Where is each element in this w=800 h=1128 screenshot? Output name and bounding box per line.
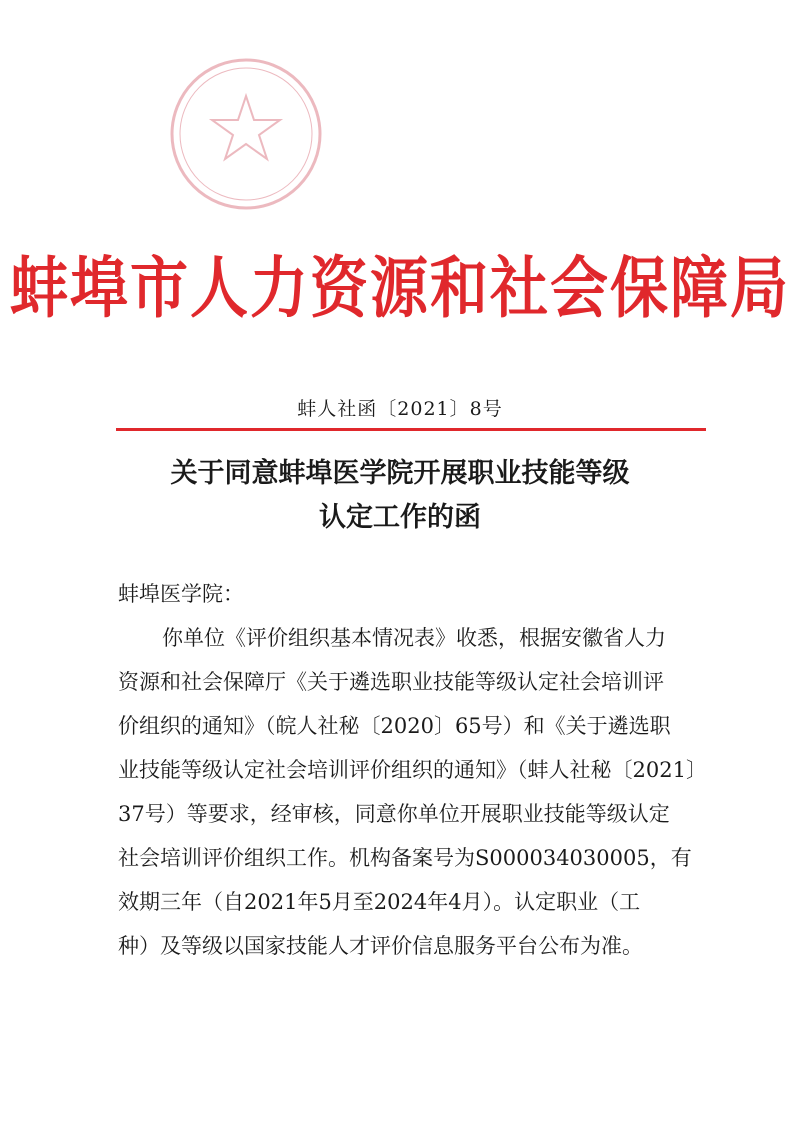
addressee: 蚌埠医学院： — [118, 582, 244, 606]
official-seal-icon — [168, 56, 324, 212]
body-line: 价组织的通知》（皖人社秘〔2020〕65号）和《关于遴选职 — [118, 714, 671, 738]
body-line: 你单位《评价组织基本情况表》收悉，根据安徽省人力 — [162, 626, 666, 650]
agency-letterhead-title: 蚌埠市人力资源和社会保障局 — [9, 248, 790, 328]
red-divider-line — [116, 428, 706, 431]
body-line: 效期三年（自2021年5月至2024年4月）。认定职业（工 — [118, 890, 641, 914]
body-line: 种）及等级以国家技能人才评价信息服务平台公布为准。 — [118, 934, 643, 958]
body-line: 业技能等级认定社会培训评价组织的通知》（蚌人社秘〔2021〕 — [118, 758, 707, 782]
document-title-line-2: 认定工作的函 — [319, 502, 481, 533]
body-line: 资源和社会保障厅《关于遴选职业技能等级认定社会培训评 — [118, 670, 664, 694]
document-title-line-1: 关于同意蚌埠医学院开展职业技能等级 — [170, 458, 630, 489]
document-number: 蚌人社函〔2021〕8号 — [297, 398, 503, 420]
document-title — [0, 452, 800, 540]
body-line: 社会培训评价组织工作。机构备案号为S000034030005，有 — [118, 846, 692, 870]
letter-body — [118, 616, 707, 968]
body-line: 37号）等要求，经审核，同意你单位开展职业技能等级认定 — [118, 802, 670, 826]
